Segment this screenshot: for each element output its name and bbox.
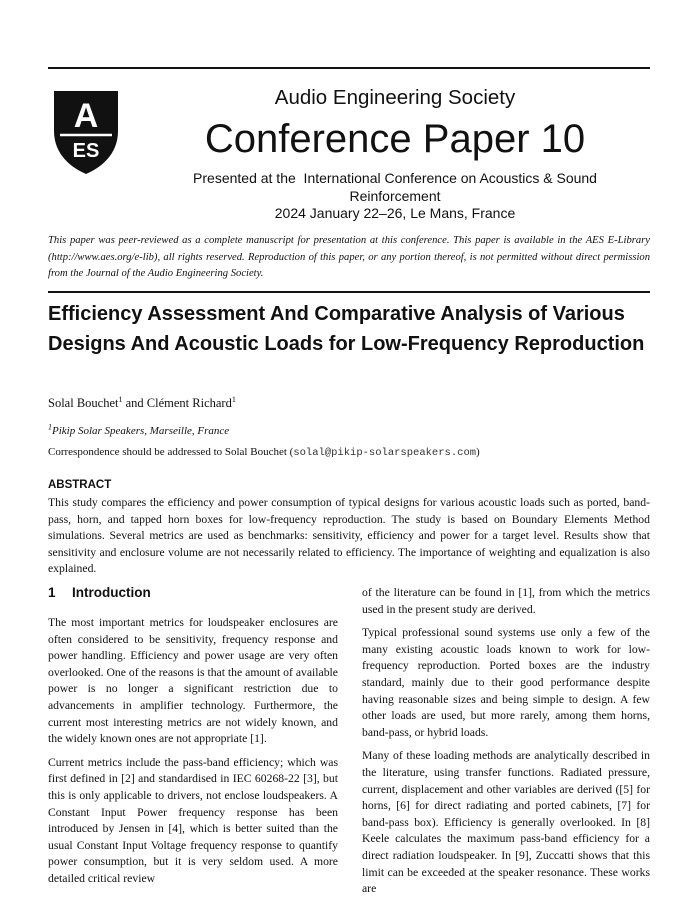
authors	[48, 396, 236, 411]
date-location: 2024 January 22–26, Le Mans, France	[274, 205, 516, 221]
paragraph: Typical professional sound systems use only a few of the many existing acoustic loads known to work for low-frequency reproduction. Ported boxes are the industry standard, mainly due to their good performance despite having reasonable sizes and being simple to design. A few other loads are used, but more rarely, among them horns, band-pass, or hybrid loads.	[362, 626, 650, 739]
affiliation-text: Pikip Solar Speakers, Marseille, France	[52, 425, 230, 437]
abstract-text: This study compares the efficiency and power consumption of typical designs for various acoustic loads such as ported, band-pass, horn, and tapped horn boxes for low-frequency reproduction. The study is based on Boundary Elements Method simulations. Several metrics are used as benchmarks: sensitivity, efficiency and power for a target level. Results show that sensitivity and enclosure volume are not necessarily related to efficiency. The importance of weighting and equalization is also explained.	[48, 496, 650, 576]
correspondence-suffix: )	[476, 446, 480, 458]
paragraph: Many of these loading methods are analytically described in the literature, using transfer functions. Radiated pressure, current, displacement and other variables are derived ([5] for horns, [6] for direct radiating and ported cabinets, [7] for band-pass box). Efficiency is generally overlooked. In [8] Keele calculates the maximum pass-band efficiency for a direct radiation loudspeaker. In [9], Zuccatti shows that this limit can be exceeded at the speaker resonance. These works are	[362, 749, 650, 896]
left-column	[48, 615, 338, 895]
logo-letters-es: ES	[72, 140, 100, 162]
correspondence-prefix: Correspondence should be addressed to Solal Bouchet (	[48, 446, 294, 458]
presented-line-2: Reinforcement	[349, 187, 441, 204]
affiliation-mark: 1	[48, 422, 52, 432]
conference-info	[140, 170, 650, 223]
aes-logo	[48, 85, 124, 175]
society-name: Audio Engineering Society	[274, 86, 516, 109]
top-rule	[48, 67, 650, 69]
authors-and: and	[125, 396, 144, 410]
conference-paper-title: Conference Paper 10	[204, 117, 586, 161]
affiliation	[48, 422, 230, 437]
author-1: Solal Bouchet	[48, 396, 119, 410]
mid-rule	[48, 291, 650, 293]
peer-review-notice: This paper was peer-reviewed as a complete manuscript for presentation at this conference. This paper is available in the AES E-Library (http://www.aes.org/e-lib), all rights reserved. Reproduction of this paper, or any portion thereof, is not permitted without direct permission from the Journal of the Audio Engineering Society.	[48, 235, 650, 279]
author-1-affiliation-mark: 1	[118, 394, 123, 404]
author-2-affiliation-mark: 1	[231, 394, 236, 404]
correspondence	[48, 446, 480, 459]
paragraph: Current metrics include the pass-band efficiency; which was first defined in [2] and standardised in IEC 60268-22 [3], but this is only applicable to drivers, not enclose loudspeakers. A Constant Input Power frequency response has been introduced by Jensen in [4], which is better suited than the usual Constant Input Voltage frequency response to quantify power consumption, but it is very seldom used. A more detailed critical review	[48, 755, 338, 885]
paragraph: The most important metrics for loudspeaker enclosures are often considered to be sensitivity, frequency response and power handling. Efficiency and power usage are very often overlooked. One of the reasons is that the amount of available power is no longer a significant restriction due to advancements in amplifier technology. Furthermore, the current most interesting metrics are not widely known, and the widely known ones are not appropriate [1].	[48, 616, 338, 746]
right-column	[362, 585, 650, 905]
paragraph: of the literature can be found in [1], from which the metrics used in the present study are derived.	[362, 586, 650, 616]
paper-title: Efficiency Assessment And Comparative Analysis of Various Designs And Acoustic Loads for Low-Frequency Reproduction	[48, 303, 645, 355]
presented-line-1: Presented at the International Conference on Acoustics & Sound	[193, 170, 597, 186]
section-title: Introduction	[72, 585, 151, 600]
abstract-heading: ABSTRACT	[48, 479, 112, 491]
correspondence-email[interactable]: solal@pikip-solarspeakers.com	[293, 447, 477, 459]
section-number: 1	[48, 585, 56, 600]
author-2: Clément Richard	[146, 396, 232, 410]
section-heading-introduction	[48, 585, 151, 600]
logo-letter-a: A	[73, 97, 99, 135]
